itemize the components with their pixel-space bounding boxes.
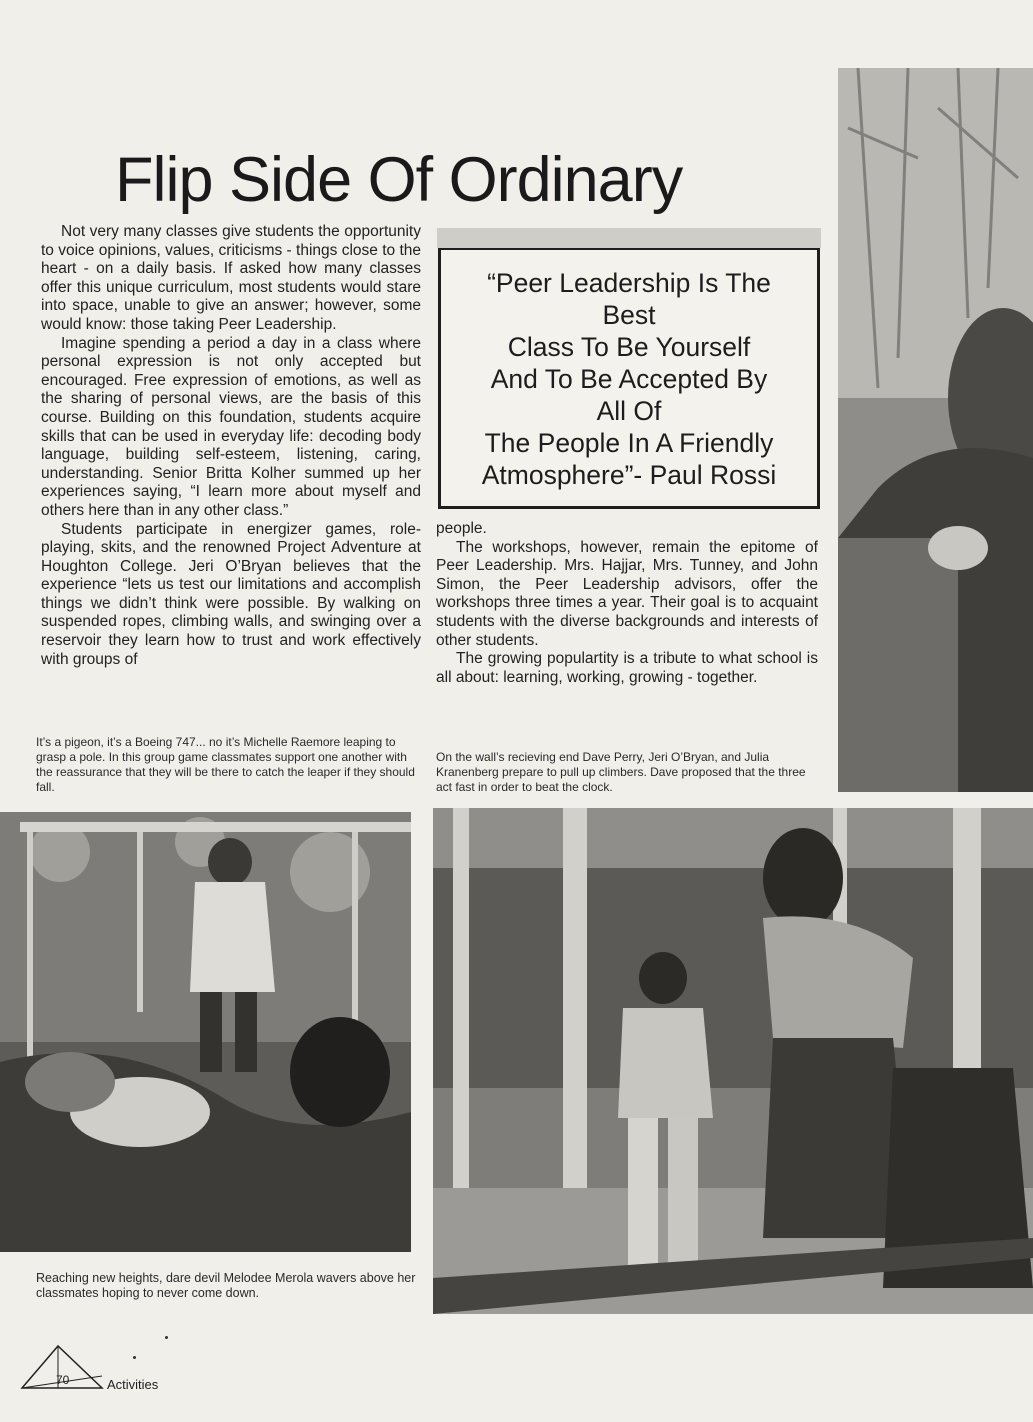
- page-title: Flip Side Of Ordinary: [115, 145, 683, 215]
- paragraph: The workshops, however, remain the epitome of Peer Leadership. Mrs. Hajjar, Mrs. Tunney, and John Simon, the Peer Leadership advisors, offer the workshops three times a year. Their goal is to acquaint students with the diverse backgrounds and interests of other students.: [436, 538, 818, 649]
- photo-girl-at-wall: [838, 68, 1033, 792]
- pull-quote-line: All Of: [596, 396, 662, 426]
- photo-caption: It’s a pigeon, it’s a Boeing 747... no it’s Michelle Raemore leaping to grasp a pole. In this group game classmates support one another with the reassurance that they will be there to catch the leaper if they should fall.: [36, 735, 415, 794]
- photo-caption: On the wall’s recieving end Dave Perry, Jeri O’Bryan, and Julia Kranenberg prepare to pull up climbers. Dave proposed that the three act fast in order to beat the clock.: [436, 750, 806, 794]
- decorative-dot: [133, 1356, 136, 1359]
- page-number: 70: [56, 1373, 70, 1387]
- pull-quote-box: [438, 248, 820, 509]
- paragraph: Not very many classes give students the opportunity to voice opinions, values, criticisms - things close to the heart - on a daily basis. If asked how many classes offer this unique curriculum, most students would stare into space, unable to give an answer; however, some would know: those taking Peer Leadership.: [41, 223, 421, 333]
- decorative-dot: [165, 1336, 168, 1339]
- paragraph: Imagine spending a period a day in a class where personal expression is not only accepted but encouraged. Free expression of emotions, as well as the sharing of personal views, are the basis of this course. Building on this foundation, students acquire skills that can be used in everyday life: decoding body language, building self-esteem, listening, caring, understanding. Senior Britta Kolher summed up her experiences saying, “I learn more about myself and others here than in any other class.”: [41, 334, 421, 519]
- photo-caption: Reaching new heights, dare devil Melodee Merola wavers above her classmates hoping to never come down.: [36, 1271, 416, 1300]
- section-label: Activities: [107, 1377, 159, 1392]
- paragraph: The growing populartity is a tribute to what school is all about: learning, working, growing - together.: [436, 650, 818, 686]
- pull-quote-bar: [437, 228, 821, 248]
- photo-leaper-on-rope: [0, 812, 411, 1252]
- paragraph: Students participate in energizer games, role-playing, skits, and the renowned Project Adventure at Houghton College. Jeri O’Bryan believes that the experience “lets us test our limitations and accomplish things we didn’t think were possible. By walking on suspended ropes, climbing walls, and swinging over a reservoir they learn how to trust and work effectively with groups of: [41, 520, 421, 668]
- pull-quote-text: [441, 267, 817, 491]
- article-column-right: [436, 520, 818, 687]
- photo-wall-climbers: [433, 808, 1033, 1314]
- pull-quote-line: Atmosphere”- Paul Rossi: [481, 460, 777, 490]
- pull-quote-line: “Peer Leadership Is The: [487, 268, 771, 298]
- pull-quote-line: Best: [602, 300, 656, 330]
- paragraph: people.: [436, 520, 487, 537]
- article-column-left: [41, 223, 421, 669]
- pull-quote-line: Class To Be Yourself: [507, 332, 751, 362]
- pull-quote-line: And To Be Accepted By: [490, 364, 768, 394]
- pull-quote-line: The People In A Friendly: [484, 428, 774, 458]
